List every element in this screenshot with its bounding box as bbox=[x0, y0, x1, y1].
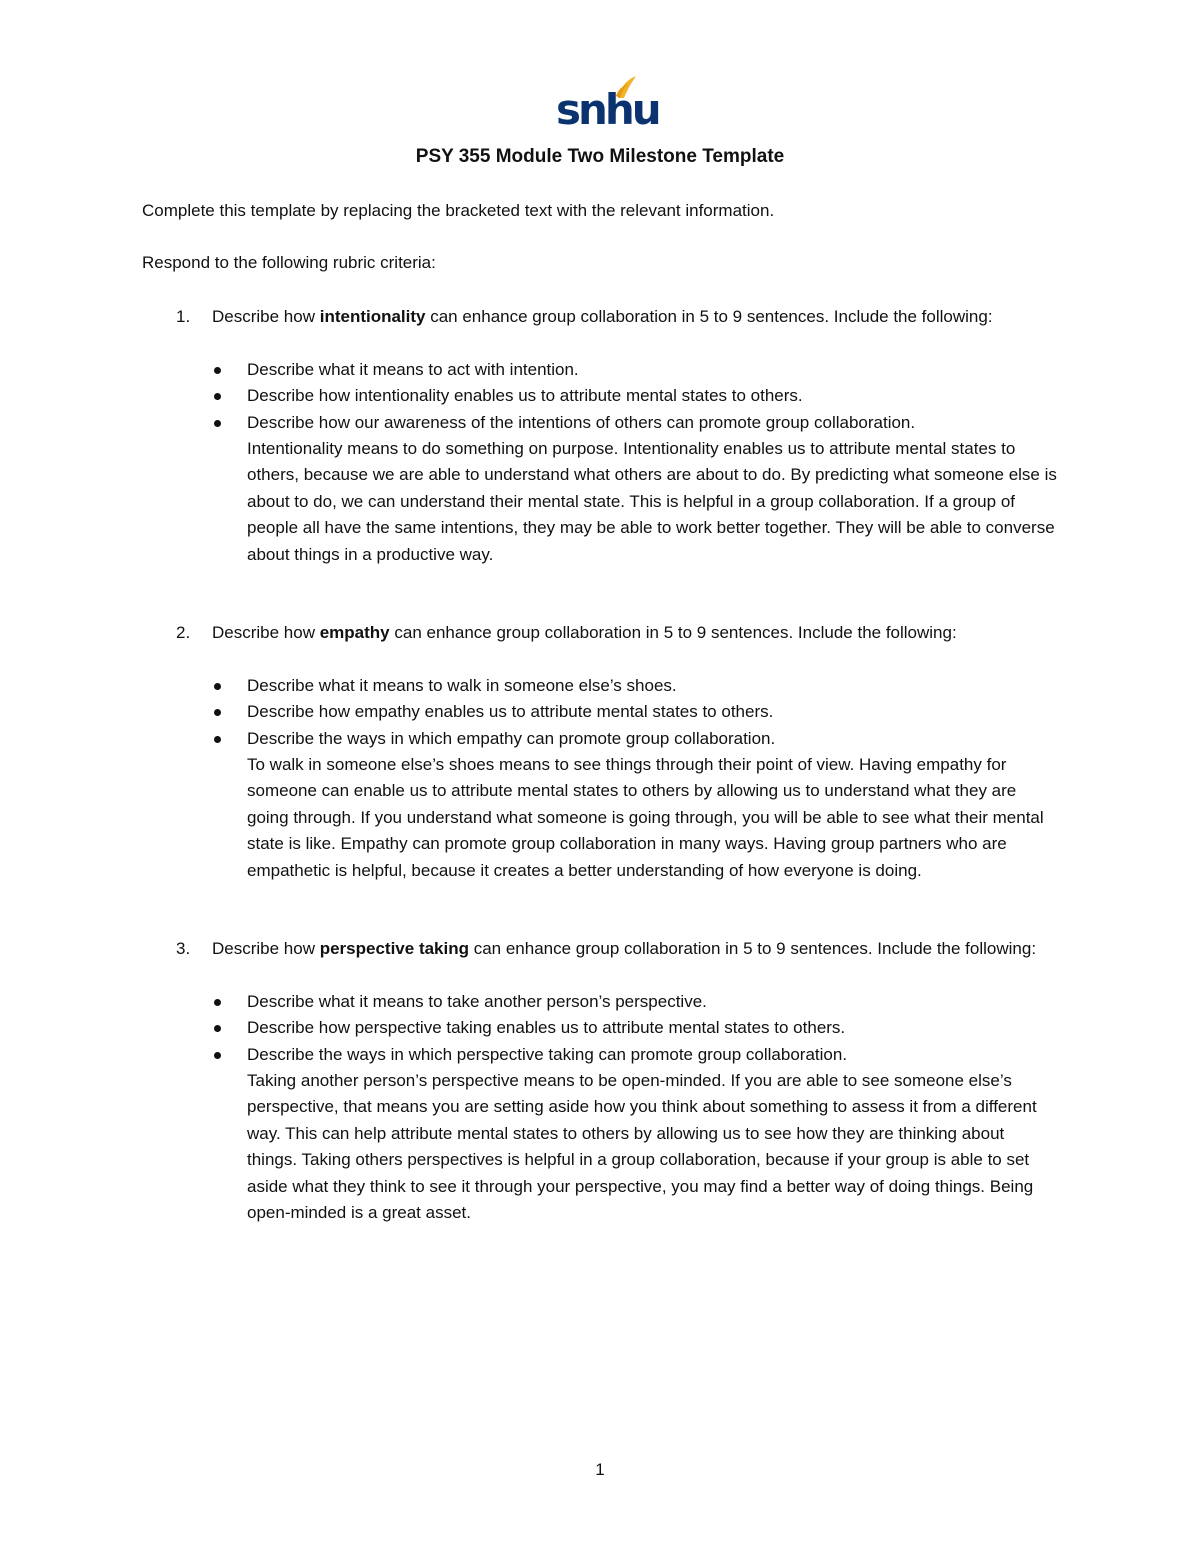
question-keyword: intentionality bbox=[319, 307, 426, 326]
criteria-list bbox=[212, 357, 1062, 436]
list-item: Describe how our awareness of the intentions of others can promote group collaboration. bbox=[212, 410, 1062, 436]
page-number: 1 bbox=[595, 1460, 605, 1479]
answer-text: Intentionality means to do something on purpose. Intentionality enables us to attribute mental states to others, because we are able to understand what others are about to do. By predicting what someone else is about to do, we can understand their mental state. This is helpful in a group collaboration. If a group of people all have the same intentions, they may be able to work better together. They will be able to converse about things in a productive way. bbox=[247, 439, 1057, 564]
question-prompt: Describe how perspective taking can enhance group collaboration in 5 to 9 sentences. Include the following: bbox=[212, 939, 1037, 958]
bullet-icon bbox=[214, 736, 221, 743]
respond-text: Respond to the following rubric criteria: bbox=[142, 253, 436, 272]
list-item: Describe what it means to act with intention. bbox=[212, 357, 1062, 383]
intro-text: Complete this template by replacing the bracketed text with the relevant information. bbox=[142, 201, 775, 220]
bullet-icon bbox=[214, 420, 221, 427]
criteria-list bbox=[212, 989, 1062, 1068]
list-item: Describe how empathy enables us to attribute mental states to others. bbox=[212, 699, 1062, 725]
list-item: Describe what it means to take another person’s perspective. bbox=[212, 989, 1062, 1015]
bullet-icon bbox=[214, 683, 221, 690]
question-keyword: perspective taking bbox=[319, 939, 469, 958]
question-keyword: empathy bbox=[319, 623, 390, 642]
document-title: PSY 355 Module Two Milestone Template bbox=[415, 146, 785, 167]
criteria-list bbox=[212, 673, 1062, 752]
question-number: 2. bbox=[176, 623, 191, 642]
snhu-logo bbox=[556, 74, 659, 134]
list-item: Describe how intentionality enables us to attribute mental states to others. bbox=[212, 383, 1062, 409]
list-item: Describe the ways in which empathy can promote group collaboration. bbox=[212, 726, 1062, 752]
bullet-icon bbox=[214, 709, 221, 716]
bullet-icon bbox=[214, 393, 221, 400]
bullet-icon bbox=[214, 1025, 221, 1032]
bullet-icon bbox=[214, 367, 221, 374]
question-prompt: Describe how intentionality can enhance group collaboration in 5 to 9 sentences. Include the following: bbox=[212, 307, 993, 326]
list-item: Describe what it means to walk in someone else’s shoes. bbox=[212, 673, 1062, 699]
answer-text: To walk in someone else’s shoes means to see things through their point of view. Having empathy for someone can enable us to attribute mental states to others by allowing us to understand what they are going through. If you understand what someone is going through, you will be able to see what their mental state is like. Empathy can promote group collaboration in many ways. Having group partners who are empathetic is helpful, because it creates a better understanding of how everyone is doing. bbox=[247, 755, 1044, 880]
logo-wordmark: snhu bbox=[556, 85, 659, 134]
question-prompt: Describe how empathy can enhance group collaboration in 5 to 9 sentences. Include the following: bbox=[212, 623, 957, 642]
question-number: 1. bbox=[176, 307, 191, 326]
bullet-icon bbox=[214, 999, 221, 1006]
answer-text: Taking another person’s perspective means to be open-minded. If you are able to see someone else’s perspective, that means you are setting aside how you think about something to assess it from a different way. This can help attribute mental states to others by allowing us to see how they are thinking about things. Taking others perspectives is helpful in a group collaboration, because if your group is able to set aside what they think to see it through your perspective, you may find a better way of doing things. Being open-minded is a great asset. bbox=[247, 1071, 1037, 1223]
question-number: 3. bbox=[176, 939, 191, 958]
list-item: Describe how perspective taking enables us to attribute mental states to others. bbox=[212, 1015, 1062, 1041]
bullet-icon bbox=[214, 1052, 221, 1059]
list-item: Describe the ways in which perspective taking can promote group collaboration. bbox=[212, 1042, 1062, 1068]
